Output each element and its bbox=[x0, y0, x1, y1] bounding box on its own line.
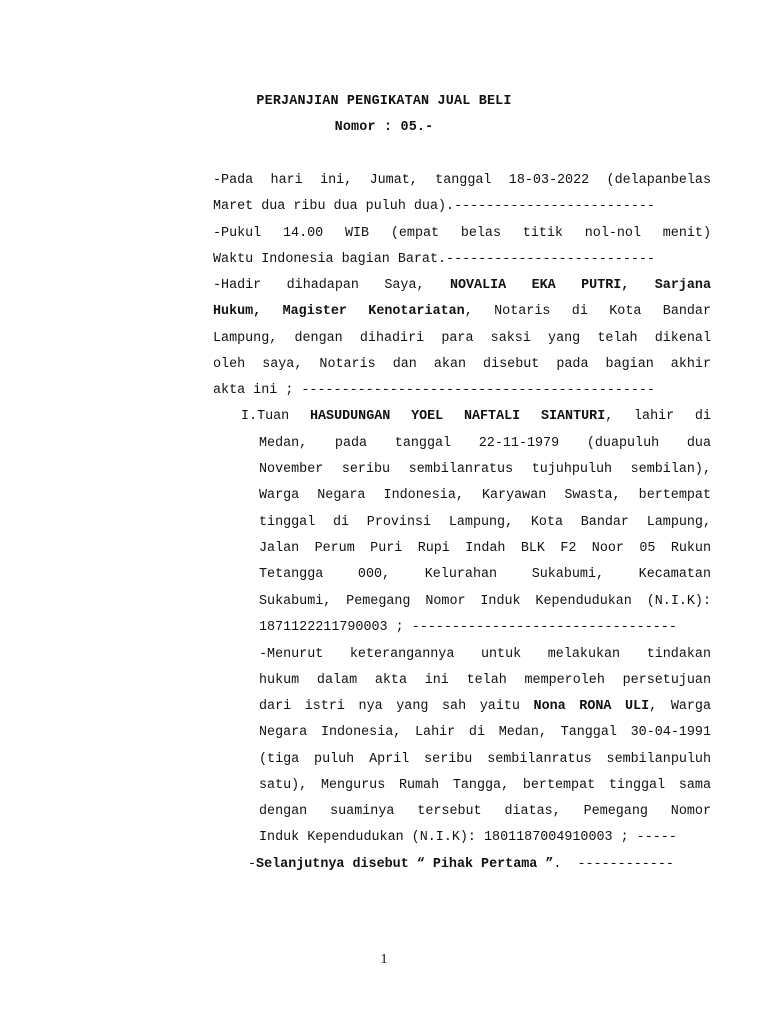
body-line: -Pada hari ini, Jumat, tanggal 18-03-2022 (delapanbelas bbox=[213, 173, 711, 188]
party-line: 1871122211790003 ; --------------------------------- bbox=[259, 620, 677, 635]
party-line: Induk Kependudukan (N.I.K): 1801187004910003 ; ----- bbox=[259, 830, 677, 845]
body-line: akta ini ; -------------------------------------------- bbox=[213, 383, 655, 398]
party-line: Jalan Perum Puri Rupi Indah BLK F2 Noor 05 Rukun bbox=[259, 541, 711, 556]
body-line: Lampung, dengan dihadiri para saksi yang telah dikenal bbox=[213, 331, 711, 346]
body-line: Waktu Indonesia bagian Barat.-------------------------- bbox=[213, 252, 655, 267]
party-line: -Menurut keterangannya untuk melakukan tindakan bbox=[259, 647, 711, 662]
party-line: dengan suaminya tersebut diatas, Pemegang Nomor bbox=[259, 804, 711, 819]
party-line: hukum dalam akta ini telah memperoleh persetujuan bbox=[259, 673, 711, 688]
page-number: 1 bbox=[380, 952, 388, 967]
party-line: Sukabumi, Pemegang Nomor Induk Kependudukan (N.I.K): bbox=[259, 594, 711, 609]
body-line: -Hadir dihadapan Saya, NOVALIA EKA PUTRI, Sarjana bbox=[213, 278, 711, 293]
party-line: I.Tuan HASUDUNGAN YOEL NAFTALI SIANTURI, lahir di bbox=[241, 409, 712, 424]
spouse-name: Nona RONA ULI bbox=[533, 699, 650, 714]
party-line: November seribu sembilanratus tujuhpuluh sembilan), bbox=[259, 462, 711, 477]
body-line: -Pukul 14.00 WIB (empat belas titik nol-nol menit) bbox=[213, 226, 711, 241]
party-line: tinggal di Provinsi Lampung, Kota Bandar Lampung, bbox=[259, 515, 711, 530]
party-designation-line: -Selanjutnya disebut “ Pihak Pertama ”. ------------ bbox=[248, 857, 674, 872]
party-line: Medan, pada tanggal 22-11-1979 (duapuluh dua bbox=[259, 436, 711, 451]
body-line: Hukum, Magister Kenotariatan, Notaris di Kota Bandar bbox=[213, 304, 712, 319]
notary-name: NOVALIA EKA PUTRI, Sarjana bbox=[449, 278, 711, 293]
party-line: (tiga puluh April seribu sembilanratus sembilanpuluh bbox=[259, 752, 711, 767]
body-line: Maret dua ribu dua puluh dua).------------------------- bbox=[213, 199, 655, 214]
party-line: dari istri nya yang sah yaitu Nona RONA ULI, Warga bbox=[259, 699, 711, 714]
document-title: PERJANJIAN PENGIKATAN JUAL BELI bbox=[256, 94, 512, 109]
party-designation: Selanjutnya disebut “ Pihak Pertama ” bbox=[256, 857, 554, 872]
party-line: satu), Mengurus Rumah Tangga, bertempat tinggal sama bbox=[259, 778, 711, 793]
party-one-name: HASUDUNGAN YOEL NAFTALI SIANTURI bbox=[309, 409, 606, 424]
party-line: Tetangga 000, Kelurahan Sukabumi, Kecamatan bbox=[259, 567, 711, 582]
party-line: Negara Indonesia, Lahir di Medan, Tanggal 30-04-1991 bbox=[259, 725, 711, 740]
document-number: Nomor : 05.- bbox=[334, 120, 434, 135]
body-line: oleh saya, Notaris dan akan disebut pada bagian akhir bbox=[213, 357, 711, 372]
notary-title: Hukum, Magister Kenotariatan bbox=[213, 304, 465, 319]
party-line: Warga Negara Indonesia, Karyawan Swasta, bertempat bbox=[259, 488, 711, 503]
